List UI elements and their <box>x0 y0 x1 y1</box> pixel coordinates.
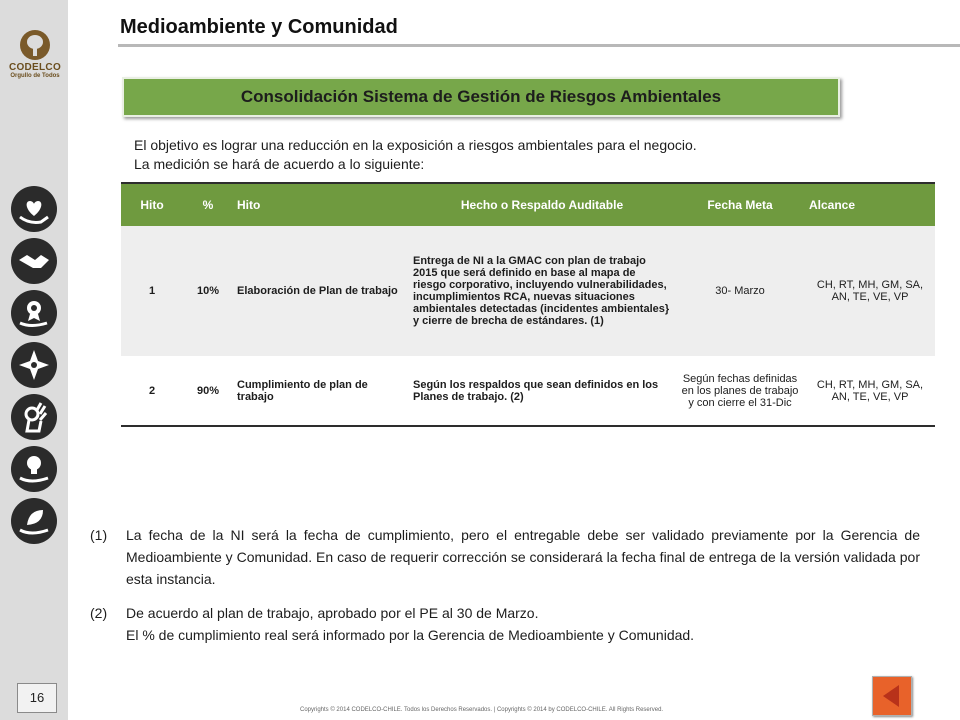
footnotes <box>90 524 920 658</box>
header-percent: % <box>183 183 233 226</box>
leaf-hand-icon <box>11 498 57 544</box>
intro-line-1: El objetivo es lograr una reducción en la exposición a riesgos ambientales para el negocio. <box>134 137 697 153</box>
page-number: 16 <box>17 683 57 713</box>
lightbulb-hand-icon <box>11 446 57 492</box>
table-header-row <box>121 183 935 226</box>
back-arrow-button[interactable] <box>872 676 912 716</box>
title-divider <box>118 44 960 47</box>
footnote-number: (1) <box>90 527 108 543</box>
cell-hito: 1 <box>121 226 183 357</box>
header-hito-number: Hito <box>121 183 183 226</box>
header-scope: Alcance <box>805 183 935 226</box>
footnote-text: La fecha de la NI será la fecha de cumplimiento, pero el entregable debe ser validado previamente por la Gerencia de Medioambiente y Comunidad. En caso de requerir corrección se considerará la fecha final de entrega de la versión validada por esta instancia. <box>126 527 920 587</box>
ok-hand-icon <box>11 394 57 440</box>
cell-scope: CH, RT, MH, GM, SA, AN, TE, VE, VP <box>805 357 935 427</box>
cell-evidence: Entrega de NI a la GMAC con plan de trabajo 2015 que será definido en base al mapa de riesgo corporativo, incluyendo vulnerabilidades, incumplimientos RCA, nuevas situaciones ambientales detectadas (incidentes ambientales} y cierre de brecha de estándares. (1) <box>409 226 675 357</box>
footnote-1 <box>90 524 920 590</box>
medal-hand-icon <box>11 290 57 336</box>
sidebar <box>0 0 68 720</box>
logo-name: CODELCO <box>8 62 62 73</box>
section-banner: Consolidación Sistema de Gestión de Riesgos Ambientales <box>122 77 840 117</box>
footnote-text-line-2: El % de cumplimiento real será informado por la Gerencia de Medioambiente y Comunidad. <box>126 627 695 643</box>
cell-percent: 90% <box>183 357 233 427</box>
footnote-2 <box>90 602 920 646</box>
cell-evidence: Según los respaldos que sean definidos en los Planes de trabajo. (2) <box>409 357 675 427</box>
table-row <box>121 226 935 357</box>
page-title: Medioambiente y Comunidad <box>120 16 398 38</box>
milestones-table <box>121 182 935 427</box>
footnote-number: (2) <box>90 605 108 621</box>
codelco-logo <box>6 30 64 79</box>
cell-date: 30- Marzo <box>675 226 805 357</box>
footnote-text-line-1: De acuerdo al plan de trabajo, aprobado por el PE al 30 de Marzo. <box>126 605 539 621</box>
cell-name: Cumplimiento de plan de trabajo <box>233 357 409 427</box>
handshake-icon <box>11 238 57 284</box>
header-evidence: Hecho o Respaldo Auditable <box>409 183 675 226</box>
header-hito-name: Hito <box>233 183 409 226</box>
intro-line-2: La medición se hará de acuerdo a lo siguiente: <box>134 156 425 172</box>
logo-tagline: Orgullo de Todos <box>10 73 60 79</box>
intro-text <box>134 136 697 174</box>
header-target-date: Fecha Meta <box>675 183 805 226</box>
cell-scope: CH, RT, MH, GM, SA, AN, TE, VE, VP <box>805 226 935 357</box>
codelco-logo-icon <box>20 30 50 60</box>
cell-date: Según fechas definidas en los planes de trabajo y con cierre el 31-Dic <box>675 357 805 427</box>
cell-hito: 2 <box>121 357 183 427</box>
cell-name: Elaboración de Plan de trabajo <box>233 226 409 357</box>
compass-icon <box>11 342 57 388</box>
table-row <box>121 357 935 427</box>
copyright-text: Copyrights © 2014 CODELCO-CHILE. Todos los Derechos Reservados. | Copyrights © 2014 by CODELCO-CHILE. All Rights Reserved. <box>300 707 664 713</box>
heart-hand-icon <box>11 186 57 232</box>
cell-percent: 10% <box>183 226 233 357</box>
